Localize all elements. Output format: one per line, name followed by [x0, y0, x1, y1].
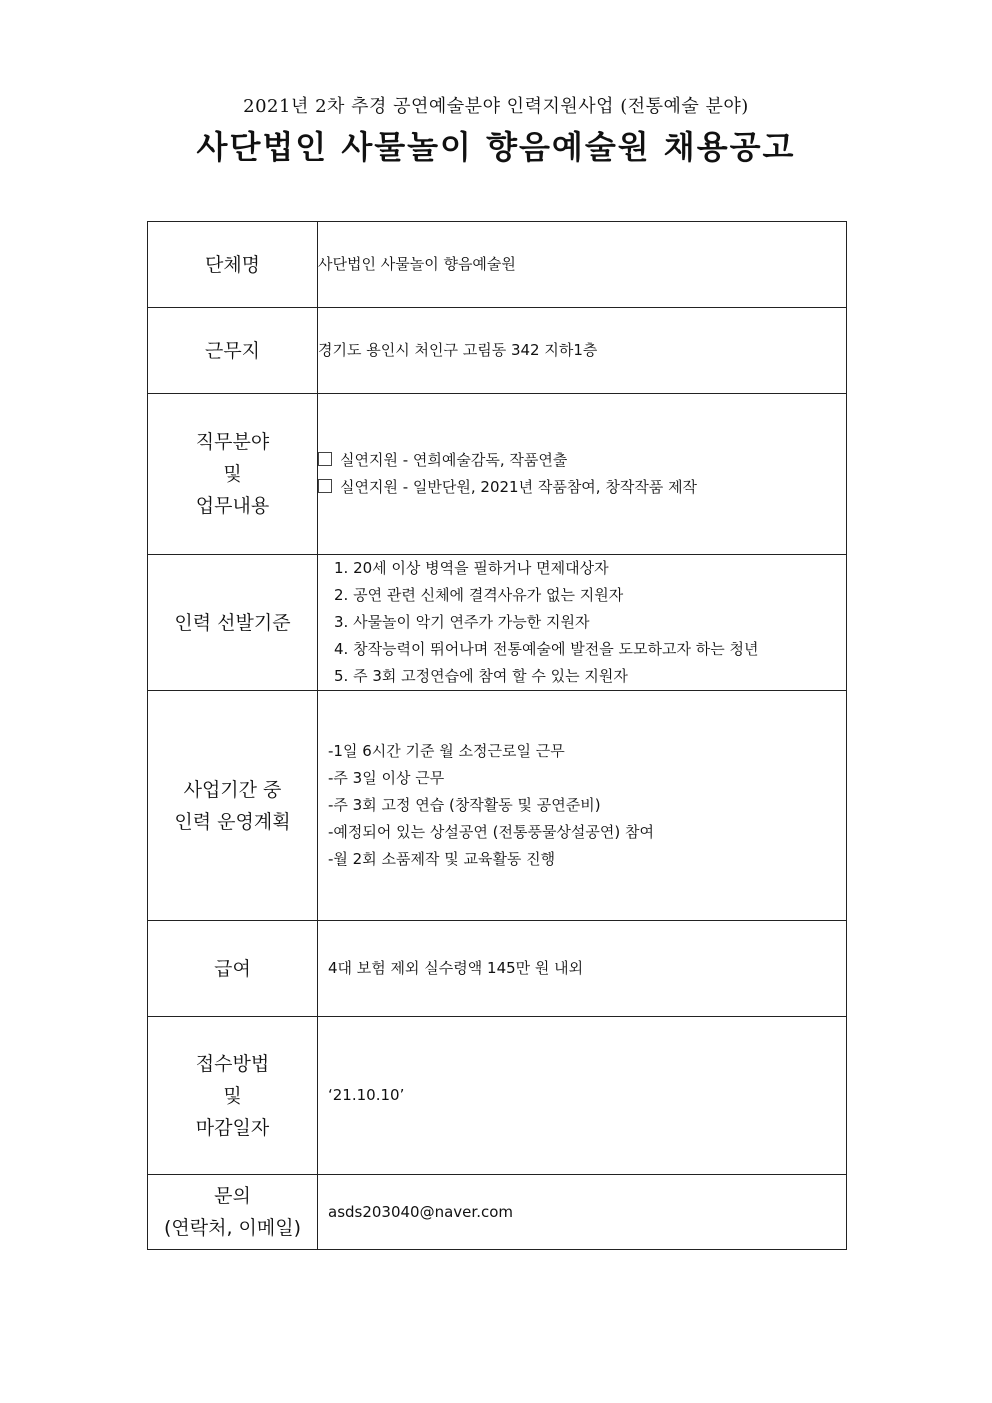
row-application	[148, 1017, 847, 1175]
notice-subtitle: 2021년 2차 추경 공연예술분야 인력지원사업 (전통예술 분야)	[243, 96, 749, 117]
label-duties-line: 및	[223, 463, 242, 485]
criteria-item: 1. 20세 이상 병역을 필하거나 면제대상자	[334, 559, 609, 577]
value-plan	[318, 691, 847, 921]
value-salary: 4대 보험 제외 실수령액 145만 원 내외	[318, 921, 847, 1017]
label-application	[148, 1017, 318, 1175]
duty-item-text: 실연지원 - 일반단원, 2021년 작품참여, 창작작품 제작	[340, 478, 698, 496]
row-salary	[148, 921, 847, 1017]
value-criteria	[318, 555, 847, 691]
label-criteria: 인력 선발기준	[148, 555, 318, 691]
value-workplace: 경기도 용인시 처인구 고림동 342 지하1층	[318, 308, 847, 394]
duty-item	[318, 447, 846, 474]
label-contact	[148, 1175, 318, 1250]
label-contact-line: (연락처, 이메일)	[163, 1217, 302, 1239]
row-contact	[148, 1175, 847, 1250]
value-duties	[318, 394, 847, 555]
plan-item: -주 3일 이상 근무	[328, 769, 445, 787]
notice-title: 사단법인 사물놀이 향음예술원 채용공고	[196, 128, 796, 166]
duty-item-text: 실연지원 - 연희예술감독, 작품연출	[340, 451, 568, 469]
checkbox-icon	[318, 479, 332, 493]
criteria-item: 4. 창작능력이 뛰어나며 전통예술에 발전을 도모하고자 하는 청년	[334, 640, 759, 658]
value-application: ‘21.10.10’	[318, 1017, 847, 1175]
label-duties	[148, 394, 318, 555]
value-contact-email: asds203040@naver.com	[318, 1175, 847, 1250]
label-workplace: 근무지	[148, 308, 318, 394]
label-plan	[148, 691, 318, 921]
label-plan-line: 인력 운영계획	[174, 810, 291, 833]
row-workplace	[148, 308, 847, 394]
label-salary: 급여	[148, 921, 318, 1017]
row-duties	[148, 394, 847, 555]
job-notice-table	[147, 221, 847, 1250]
criteria-item: 5. 주 3회 고정연습에 참여 할 수 있는 지원자	[334, 667, 628, 685]
label-application-line: 및	[223, 1084, 242, 1107]
label-application-line: 접수방법	[195, 1052, 270, 1075]
label-organization: 단체명	[148, 222, 318, 308]
value-organization: 사단법인 사물놀이 향음예술원	[318, 222, 847, 308]
label-duties-line: 업무내용	[195, 495, 270, 517]
checkbox-icon	[318, 452, 332, 466]
plan-item: -월 2회 소품제작 및 교육활동 진행	[328, 850, 556, 868]
row-organization	[148, 222, 847, 308]
plan-item: -주 3회 고정 연습 (창작활동 및 공연준비)	[328, 796, 601, 814]
criteria-item: 2. 공연 관련 신체에 결격사유가 없는 지원자	[334, 586, 624, 604]
criteria-item: 3. 사물놀이 악기 연주가 가능한 지원자	[334, 613, 590, 631]
label-application-line: 마감일자	[195, 1116, 270, 1139]
row-plan	[148, 691, 847, 921]
label-contact-line: 문의	[214, 1185, 251, 1207]
plan-item: -예정되어 있는 상설공연 (전통풍물상설공연) 참여	[328, 823, 654, 841]
label-plan-line: 사업기간 중	[183, 778, 282, 801]
duty-item	[318, 474, 846, 501]
label-duties-line: 직무분야	[195, 431, 270, 453]
row-criteria	[148, 555, 847, 691]
plan-item: -1일 6시간 기준 월 소정근로일 근무	[328, 742, 565, 760]
